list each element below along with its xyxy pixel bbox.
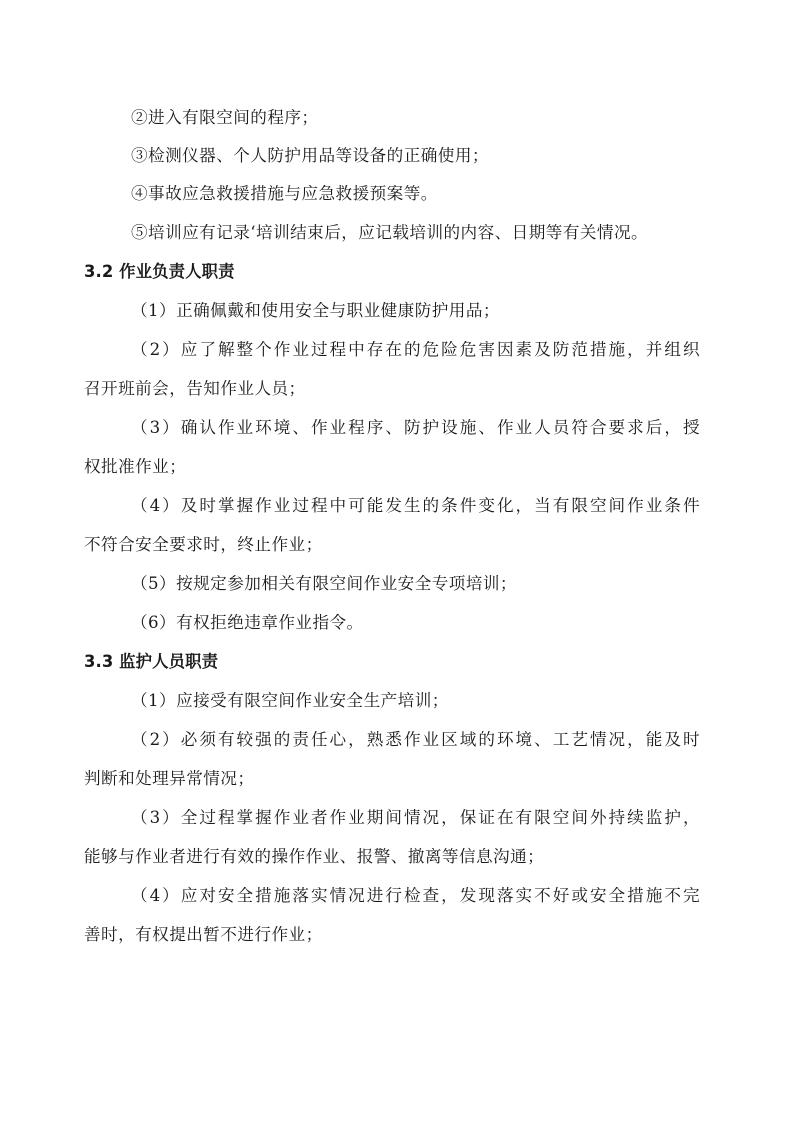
training-item-4: ④事故应急救援措施与应急救援预案等。 xyxy=(131,184,438,203)
paragraph-3-3-3-line-1: （3）全过程掌握作业者作业期间情况，保证在有限空间外持续监护， xyxy=(131,808,700,827)
paragraph-3-2-4-line-1: （4）及时掌握作业过程中可能发生的条件变化，当有限空间作业条件 xyxy=(131,496,700,515)
paragraph-3-3-3-line-2: 能够与作业者进行有效的操作作业、报警、撤离等信息沟通； xyxy=(84,847,545,866)
paragraph-3-2-3-line-1: （3）确认作业环境、作业程序、防护设施、作业人员符合要求后，授 xyxy=(131,418,700,437)
training-item-3: ③检测仪器、个人防护用品等设备的正确使用； xyxy=(131,146,489,165)
paragraph-3-2-3-line-2: 权批准作业； xyxy=(84,457,187,476)
paragraph-3-2-4-line-2: 不符合安全要求时，终止作业； xyxy=(84,535,323,554)
training-item-2: ②进入有限空间的程序； xyxy=(131,108,319,127)
paragraph-3-2-1: （1）正确佩戴和使用安全与职业健康防护用品； xyxy=(131,301,500,320)
paragraph-3-3-1: （1）应接受有限空间作业安全生产培训； xyxy=(131,691,449,710)
paragraph-3-3-4-line-1: （4）应对安全措施落实情况进行检查，发现落实不好或安全措施不完 xyxy=(131,886,700,905)
paragraph-3-3-4-line-2: 善时，有权提出暂不进行作业； xyxy=(84,925,323,944)
training-item-5: ⑤培训应有记录‘培训结束后，应记载培训的内容、日期等有关情况。 xyxy=(131,223,649,242)
paragraph-3-2-2-line-1: （2）应了解整个作业过程中存在的危险危害因素及防范措施，并组织 xyxy=(131,340,700,359)
paragraph-3-3-2-line-2: 判断和处理异常情况； xyxy=(84,769,255,788)
section-heading-3-3: 3.3 监护人员职责 xyxy=(84,652,219,671)
paragraph-3-3-2-line-1: （2）必须有较强的责任心，熟悉作业区域的环境、工艺情况，能及时 xyxy=(131,730,700,749)
paragraph-3-2-5: （5）按规定参加相关有限空间作业安全专项培训； xyxy=(131,574,517,593)
paragraph-3-2-2-line-2: 召开班前会，告知作业人员； xyxy=(84,379,306,398)
paragraph-3-2-6: （6）有权拒绝违章作业指令。 xyxy=(131,613,364,632)
section-heading-3-2: 3.2 作业负责人职责 xyxy=(84,262,235,281)
